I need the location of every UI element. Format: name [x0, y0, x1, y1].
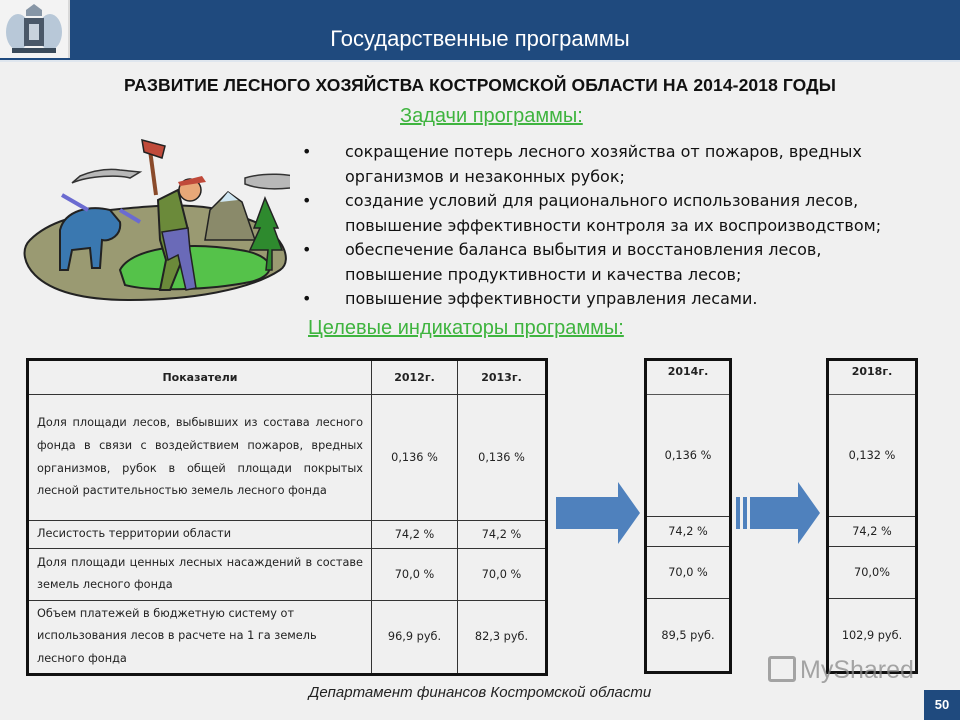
indicators-table	[26, 358, 548, 676]
task-item	[298, 238, 958, 287]
header-indicators: Показатели	[28, 360, 372, 395]
header-2018: 2018г.	[828, 360, 917, 395]
task-line: сокращение потерь лесного хозяйства от пожаров, вредных	[345, 142, 862, 161]
header-2012: 2012г.	[372, 360, 458, 395]
footer-text: Департамент финансов Костромской области	[308, 684, 652, 701]
value-2012: 0,136 %	[372, 395, 458, 521]
task-line: обеспечение баланса выбытия и восстановления лесов,	[345, 240, 822, 259]
task-line: повышение эффективности контроля за их воспроизводством;	[345, 215, 882, 235]
value-2013: 82,3 руб.	[458, 600, 547, 674]
indicator-label: Доля площади лесов, выбывших из состава лесного фонда в связи с воздействием пожаров, вредных организмов, рубок в общей площади покрытых лесной растительностью земель лесного фонда	[28, 395, 372, 521]
indicators-heading: Целевые индикаторы программы:	[308, 317, 624, 339]
value-2018: 74,2 %	[828, 517, 917, 547]
tasks-heading: Задачи программы:	[400, 105, 583, 127]
task-line: создание условий для рационального использования лесов,	[345, 191, 859, 210]
header-bar	[0, 0, 960, 60]
value-2014: 74,2 %	[646, 517, 731, 547]
tasks-list	[298, 140, 958, 312]
bullet-icon: •	[302, 240, 312, 259]
header-title: Государственные программы	[330, 26, 630, 51]
task-item	[298, 189, 958, 238]
arrow-right-icon	[556, 482, 640, 544]
watermark	[768, 656, 914, 685]
header-2014: 2014г.	[646, 360, 731, 395]
value-2013: 70,0 %	[458, 548, 547, 600]
page-number: 50	[924, 690, 960, 720]
header-2013: 2013г.	[458, 360, 547, 395]
value-2013: 0,136 %	[458, 395, 547, 521]
table-row	[28, 521, 547, 549]
header-divider	[0, 60, 960, 62]
value-2018: 102,9 руб.	[828, 599, 917, 673]
table-2018	[826, 358, 918, 674]
table-row	[28, 395, 547, 521]
task-item	[298, 140, 958, 189]
presentation-icon	[768, 656, 796, 682]
arrow-right-icon	[736, 482, 820, 544]
task-line: организмов и незаконных рубок;	[345, 166, 625, 186]
table-row	[28, 548, 547, 600]
task-item	[298, 287, 958, 312]
indicator-label: Лесистость территории области	[28, 521, 372, 549]
lumberjack-illustration	[10, 110, 290, 305]
bullet-icon: •	[302, 191, 312, 210]
indicator-label: Объем платежей в бюджетную систему от использования лесов в расчете на 1 га земель лесного фонда	[28, 600, 372, 674]
table-header-row	[28, 360, 547, 395]
watermark-text: MyShared	[800, 656, 914, 684]
bullet-icon: •	[302, 289, 312, 308]
indicator-label: Доля площади ценных лесных насаждений в составе земель лесного фонда	[28, 548, 372, 600]
value-2012: 74,2 %	[372, 521, 458, 549]
value-2012: 70,0 %	[372, 548, 458, 600]
task-line: повышение продуктивности и качества лесов;	[345, 264, 742, 284]
value-2014: 89,5 руб.	[646, 599, 731, 673]
page-subtitle: РАЗВИТИЕ ЛЕСНОГО ХОЗЯЙСТВА КОСТРОМСКОЙ ОБЛАСТИ НА 2014-2018 ГОДЫ	[124, 75, 836, 95]
bullet-icon: •	[302, 142, 312, 161]
table-2014	[644, 358, 732, 674]
task-line: повышение эффективности управления лесами.	[345, 289, 758, 308]
value-2014: 0,136 %	[646, 395, 731, 517]
value-2012: 96,9 руб.	[372, 600, 458, 674]
value-2018: 0,132 %	[828, 395, 917, 517]
table-row	[28, 600, 547, 674]
value-2013: 74,2 %	[458, 521, 547, 549]
value-2014: 70,0 %	[646, 547, 731, 599]
value-2018: 70,0%	[828, 547, 917, 599]
